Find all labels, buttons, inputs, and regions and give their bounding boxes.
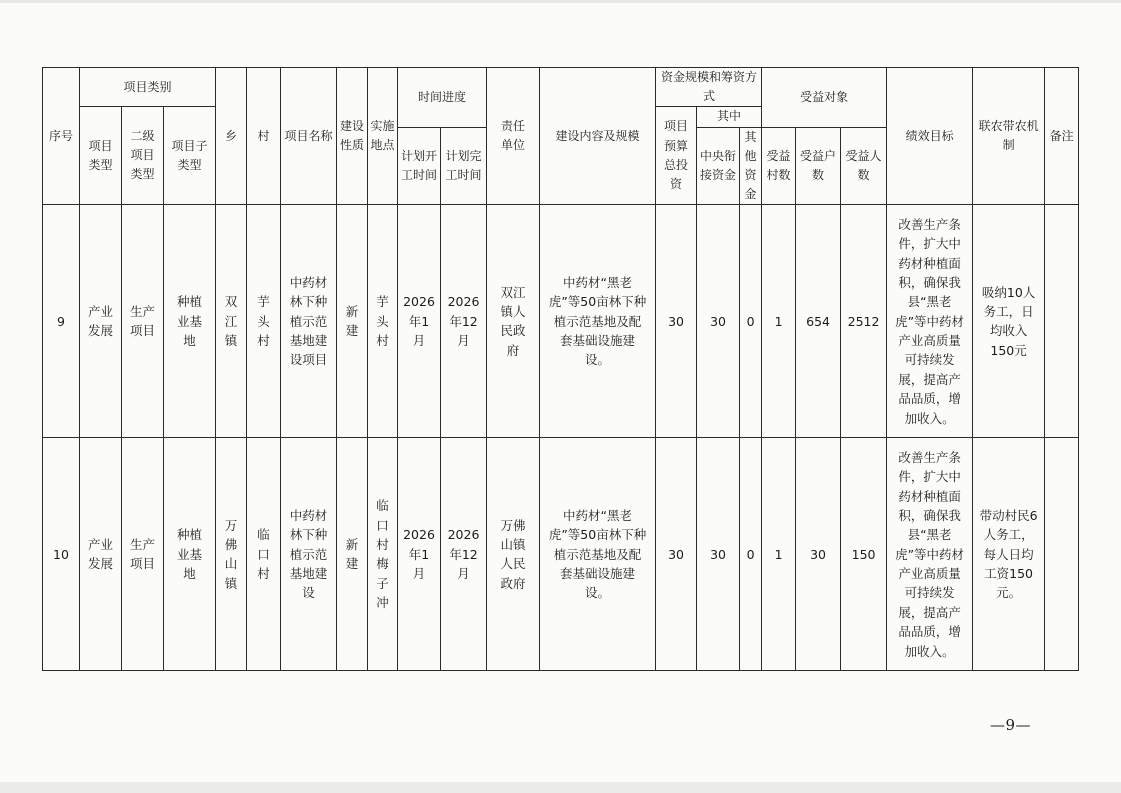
scan-edge-top bbox=[0, 0, 1121, 3]
header-villages-count: 受益村数 bbox=[762, 127, 796, 205]
row-location: 临口村梅子冲 bbox=[368, 438, 398, 671]
row-construction-nature: 新建 bbox=[337, 205, 368, 438]
row-central-funds: 30 bbox=[697, 205, 740, 438]
header-schedule-group: 时间进度 bbox=[398, 68, 487, 128]
header-funding-group: 资金规模和筹资方式 bbox=[656, 68, 762, 107]
header-farmer-mechanism: 联农带农机制 bbox=[973, 68, 1045, 205]
row-seq: 9 bbox=[43, 205, 80, 438]
row-total-budget: 30 bbox=[656, 438, 697, 671]
header-central-funds: 中央衔接资金 bbox=[697, 127, 740, 205]
row-category-level2: 生产项目 bbox=[122, 205, 164, 438]
row-remarks bbox=[1045, 205, 1079, 438]
header-row-1 bbox=[43, 68, 1079, 107]
header-category-level2: 二级项目类型 bbox=[122, 107, 164, 205]
row-location: 芋头村 bbox=[368, 205, 398, 438]
header-category-group: 项目类别 bbox=[80, 68, 216, 107]
table-row bbox=[43, 438, 1079, 671]
row-village: 芋头村 bbox=[247, 205, 281, 438]
page-number: —9— bbox=[990, 716, 1032, 734]
row-content-scale: 中药材“黑老虎”等50亩林下种植示范基地及配套基础设施建设。 bbox=[540, 205, 656, 438]
row-central-funds: 30 bbox=[697, 438, 740, 671]
row-category-type: 产业发展 bbox=[80, 438, 122, 671]
header-performance-goal: 绩效目标 bbox=[887, 68, 973, 205]
row-category-sub: 种植业基地 bbox=[164, 438, 216, 671]
header-beneficiary-group: 受益对象 bbox=[762, 68, 887, 128]
header-construction-nature: 建设性质 bbox=[337, 68, 368, 205]
row-persons: 150 bbox=[841, 438, 887, 671]
header-other-funds: 其他资金 bbox=[740, 127, 762, 205]
row-planned-start: 2026年1月 bbox=[398, 438, 441, 671]
table-row bbox=[43, 205, 1079, 438]
header-location: 实施地点 bbox=[368, 68, 398, 205]
row-content-scale: 中药材“黑老虎”等50亩林下种植示范基地及配套基础设施建设。 bbox=[540, 438, 656, 671]
row-planned-start: 2026年1月 bbox=[398, 205, 441, 438]
row-construction-nature: 新建 bbox=[337, 438, 368, 671]
row-category-level2: 生产项目 bbox=[122, 438, 164, 671]
row-villages-count: 1 bbox=[762, 205, 796, 438]
row-total-budget: 30 bbox=[656, 205, 697, 438]
header-content-scale: 建设内容及规模 bbox=[540, 68, 656, 205]
row-village: 临口村 bbox=[247, 438, 281, 671]
header-project-name: 项目名称 bbox=[281, 68, 337, 205]
header-persons: 受益人数 bbox=[841, 127, 887, 205]
row-project-name: 中药材林下种植示范基地建设 bbox=[281, 438, 337, 671]
row-other-funds: 0 bbox=[740, 205, 762, 438]
row-project-name: 中药材林下种植示范基地建设项目 bbox=[281, 205, 337, 438]
row-responsible-unit: 万佛山镇人民政府 bbox=[487, 438, 540, 671]
row-category-sub: 种植业基地 bbox=[164, 205, 216, 438]
row-township: 双江镇 bbox=[216, 205, 247, 438]
row-households: 654 bbox=[796, 205, 841, 438]
row-other-funds: 0 bbox=[740, 438, 762, 671]
header-category-sub: 项目子类型 bbox=[164, 107, 216, 205]
header-seq: 序号 bbox=[43, 68, 80, 205]
row-performance-goal: 改善生产条件，扩大中药材种植面积，确保我县“黑老虎”等中药材产业高质量可持续发展，提高产品品质，增加收入。 bbox=[887, 438, 973, 671]
header-responsible-unit: 责任单位 bbox=[487, 68, 540, 205]
header-of-which: 其中 bbox=[697, 107, 762, 127]
row-performance-goal: 改善生产条件，扩大中药材种植面积，确保我县“黑老虎”等中药材产业高质量可持续发展，提高产品品质，增加收入。 bbox=[887, 205, 973, 438]
header-planned-end: 计划完工时间 bbox=[441, 127, 487, 205]
row-planned-end: 2026年12月 bbox=[441, 205, 487, 438]
row-township: 万佛山镇 bbox=[216, 438, 247, 671]
header-township: 乡 bbox=[216, 68, 247, 205]
header-total-budget: 项目预算总投资 bbox=[656, 107, 697, 205]
header-category-type: 项目类型 bbox=[80, 107, 122, 205]
header-households: 受益户数 bbox=[796, 127, 841, 205]
header-village: 村 bbox=[247, 68, 281, 205]
row-planned-end: 2026年12月 bbox=[441, 438, 487, 671]
row-responsible-unit: 双江镇人民政府 bbox=[487, 205, 540, 438]
scan-edge-bottom bbox=[0, 782, 1121, 793]
row-persons: 2512 bbox=[841, 205, 887, 438]
project-table bbox=[42, 67, 1079, 671]
row-farmer-mechanism: 带动村民6人务工，每人日均工资150元。 bbox=[973, 438, 1045, 671]
row-category-type: 产业发展 bbox=[80, 205, 122, 438]
row-remarks bbox=[1045, 438, 1079, 671]
row-farmer-mechanism: 吸纳10人务工，日均收入150元 bbox=[973, 205, 1045, 438]
row-seq: 10 bbox=[43, 438, 80, 671]
row-households: 30 bbox=[796, 438, 841, 671]
row-villages-count: 1 bbox=[762, 438, 796, 671]
header-planned-start: 计划开工时间 bbox=[398, 127, 441, 205]
header-remarks: 备注 bbox=[1045, 68, 1079, 205]
